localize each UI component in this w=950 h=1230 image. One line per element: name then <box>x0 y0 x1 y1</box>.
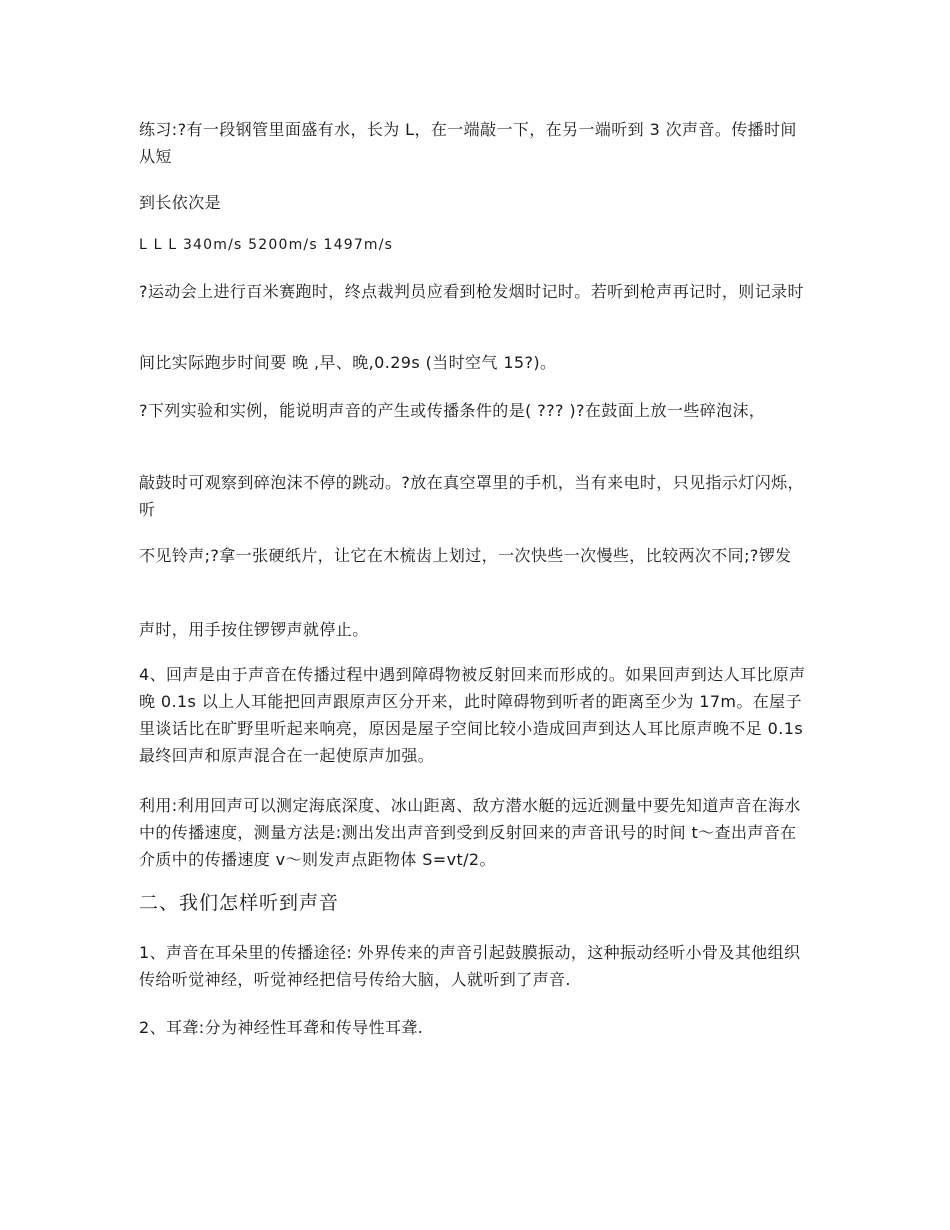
paragraph-exercise-cont: 到长依次是 <box>139 193 222 212</box>
paragraph-race: ?运动会上进行百米赛跑时，终点裁判员应看到枪发烟时记时。若听到枪声再记时，则记录时 <box>139 282 804 301</box>
section-heading: 二、我们怎样听到声音 <box>139 892 340 914</box>
paragraph-experiment-cont-2: 不见铃声;?拿一张硬纸片，让它在木梳齿上划过，一次快些一次慢些，比较两次不同;?锣发 <box>139 546 792 565</box>
paragraph-experiment: ?下列实验和实例，能说明声音的产生或传播条件的是( ??? )?在鼓面上放一些碎泡沫， <box>139 401 766 420</box>
paragraph-echo: 4、回声是由于声音在传播过程中遇到障碍物被反射回来而形成的。如果回声到达人耳比原声晚 0.1s 以上人耳能把回声跟原声区分开来，此时障碍物到听者的距离至少为 17m。在屋子里谈话比在旷野里听起来响亮，原因是屋子空间比较小造成回声到达人耳比原声晚不足 0.1s 最终回声和原声混合在一起使原声加强。 <box>139 665 806 765</box>
paragraph-race-cont: 间比实际跑步时间要 晚 ,早、晚,0.29s (当时空气 15?)。 <box>139 353 557 372</box>
paragraph-experiment-cont-1: 敲鼓时可观察到碎泡沫不停的跳动。?放在真空罩里的手机，当有来电时，只见指示灯闪烁，听 <box>139 473 804 519</box>
paragraph-speeds: L L L 340m/s 5200m/s 1497m/s <box>139 237 394 253</box>
paragraph-deafness: 2、耳聋:分为神经性耳聋和传导性耳聋. <box>139 1018 424 1037</box>
paragraph-exercise: 练习:?有一段钢管里面盛有水，长为 L，在一端敲一下，在另一端听到 3 次声音。传播时间从短 <box>139 120 797 166</box>
paragraph-experiment-cont-3: 声时，用手按住锣锣声就停止。 <box>139 620 369 639</box>
paragraph-echo-use: 利用:利用回声可以测定海底深度、冰山距离、敌方潜水艇的远近测量中要先知道声音在海水中的传播速度，测量方法是:测出发出声音到受到反射回来的声音讯号的时间 t～查出声音在介质中的传播速度 v～则发声点距物体 S=vt/2。 <box>139 796 801 869</box>
paragraph-ear-path: 1、声音在耳朵里的传播途径: 外界传来的声音引起鼓膜振动，这种振动经听小骨及其他组织传给听觉神经，听觉神经把信号传给大脑，人就听到了声音. <box>139 943 801 989</box>
